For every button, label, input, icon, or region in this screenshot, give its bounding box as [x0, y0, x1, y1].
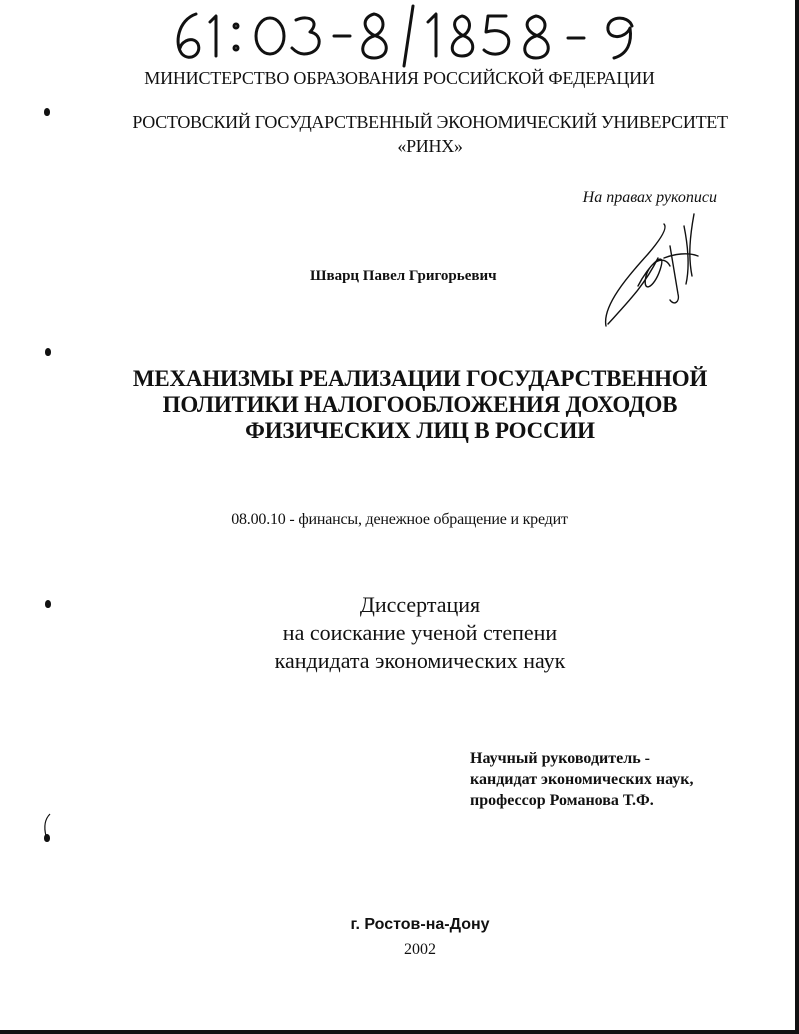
- archive-number-text: 61:03-8/1858-9: [160, 4, 167, 5]
- university-line-2: «РИНХ»: [397, 136, 463, 156]
- advisor-line-1: Научный руководитель -: [470, 750, 650, 767]
- degree-line-1: Диссертация: [359, 592, 481, 617]
- binding-hole-mark: [45, 600, 51, 608]
- title-line-2: ПОЛИТИКИ НАЛОГООБЛОЖЕНИЯ ДОХОДОВ: [162, 392, 678, 417]
- ministry-name: МИНИСТЕРСТВО ОБРАЗОВАНИЯ РОССИЙСКОЙ ФЕДЕРАЦИИ: [144, 68, 655, 88]
- degree-line-2: на соискание ученой степени: [282, 620, 558, 645]
- dissertation-title: [40, 366, 799, 444]
- advisor-line-2: кандидат экономических наук,: [470, 771, 694, 788]
- rights-note: На правах рукописи: [582, 189, 717, 206]
- author-signature: [598, 206, 708, 332]
- advisor-line-3: профессор Романова Т.Ф.: [470, 792, 654, 809]
- degree-line-3: кандидата экономических наук: [274, 648, 566, 673]
- specialty-code: 08.00.10 - финансы, денежное обращение и кредит: [231, 511, 568, 528]
- handwritten-archive-number: [160, 4, 660, 68]
- university-line-1: РОСТОВСКИЙ ГОСУДАРСТВЕННЫЙ ЭКОНОМИЧЕСКИЙ УНИВЕРСИТЕТ: [132, 112, 728, 132]
- binding-hole-mark: [45, 348, 51, 356]
- university-name: [60, 110, 799, 158]
- author-name: Шварц Павел Григорьевич: [310, 268, 497, 284]
- dissertation-degree: [40, 591, 799, 675]
- scientific-advisor: [470, 748, 693, 811]
- city: г. Ростов-на-Дону: [350, 916, 490, 933]
- title-line-3: ФИЗИЧЕСКИХ ЛИЦ В РОССИИ: [245, 418, 595, 443]
- binding-hole-mark: [44, 108, 50, 116]
- title-line-1: МЕХАНИЗМЫ РЕАЛИЗАЦИИ ГОСУДАРСТВЕННОЙ: [132, 366, 708, 391]
- pen-mark: [40, 812, 54, 838]
- year: 2002: [404, 941, 436, 958]
